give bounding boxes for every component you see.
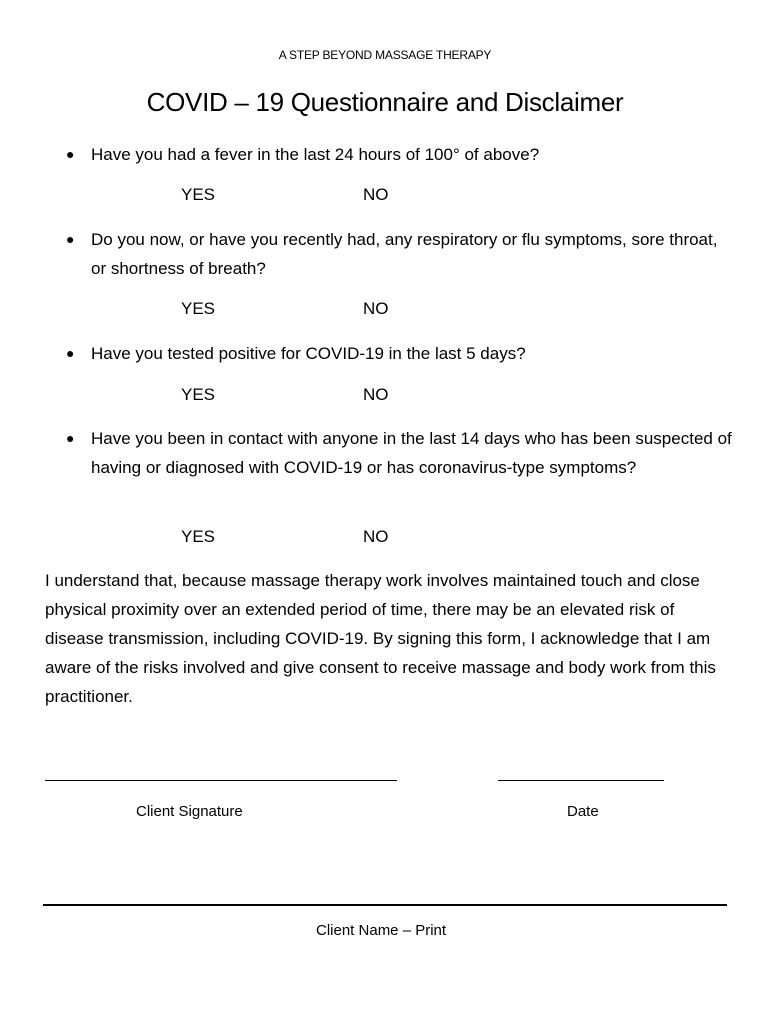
question-3-yes-option[interactable]: YES — [181, 385, 216, 404]
question-4-yes-option[interactable]: YES — [181, 527, 216, 546]
client-name-print-label: Client Name – Print — [316, 922, 447, 939]
question-2-text: Do you now, or have you recently had, any respiratory or flu symptoms, sore throat, or shortness of breath? — [91, 230, 718, 278]
question-1 — [66, 140, 736, 169]
bullet-icon: ● — [66, 146, 75, 162]
question-3-text: Have you tested positive for COVID-19 in the last 5 days? — [91, 344, 526, 363]
question-4 — [66, 424, 736, 482]
bullet-icon: ● — [66, 345, 75, 361]
date-line[interactable] — [498, 780, 664, 781]
question-3 — [66, 339, 736, 368]
disclaimer-paragraph: I understand that, because massage therapy work involves maintained touch and close physical proximity over an extended period of time, there may be an elevated risk of disease transmission, including COVID-19. By signing this form, I acknowledge that I am aware of the risks involved and give consent to receive massage and body work from this practitioner. — [45, 571, 716, 706]
client-name-print-line[interactable] — [43, 904, 727, 906]
question-2-no-option[interactable]: NO — [363, 299, 389, 318]
practice-name-header: A STEP BEYOND MASSAGE THERAPY — [278, 48, 492, 62]
bullet-icon: ● — [66, 231, 75, 247]
question-2-yes-option[interactable]: YES — [181, 299, 216, 318]
question-4-no-option[interactable]: NO — [363, 527, 389, 546]
question-1-text: Have you had a fever in the last 24 hours of 100° of above? — [91, 145, 540, 164]
question-1-no-option[interactable]: NO — [363, 185, 389, 204]
page-title: COVID – 19 Questionnaire and Disclaimer — [146, 87, 624, 117]
question-4-text: Have you been in contact with anyone in the last 14 days who has been suspected of having or diagnosed with COVID-19 or has coronavirus-type symptoms? — [91, 429, 732, 477]
client-signature-label: Client Signature — [136, 803, 243, 820]
date-label: Date — [567, 803, 599, 820]
question-3-no-option[interactable]: NO — [363, 385, 389, 404]
client-signature-line[interactable] — [45, 780, 397, 781]
question-2 — [66, 225, 736, 283]
bullet-icon: ● — [66, 430, 75, 446]
question-1-yes-option[interactable]: YES — [181, 185, 216, 204]
